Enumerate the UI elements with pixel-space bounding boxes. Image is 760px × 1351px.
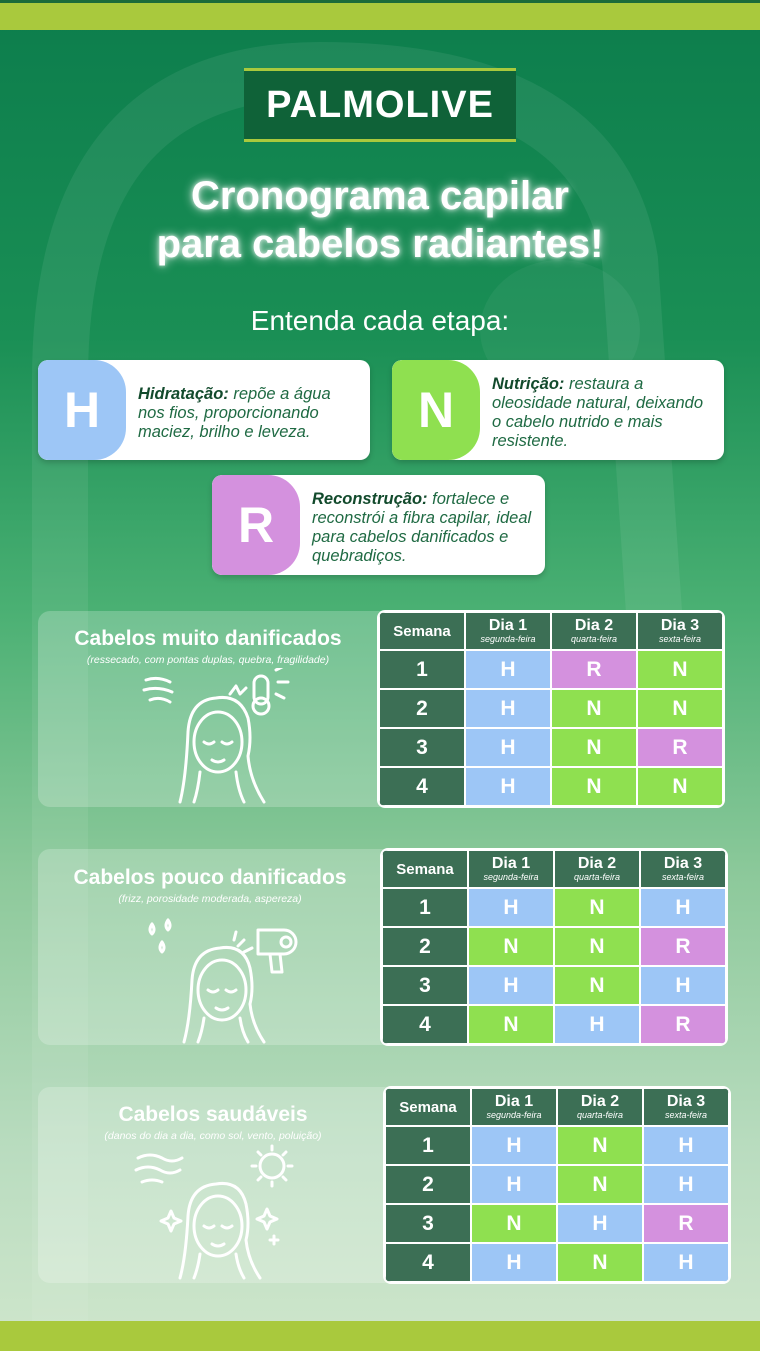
day-column-header (557, 1088, 643, 1126)
week-number: 3 (379, 728, 465, 767)
step-text: fortalece e reconstrói a fibra capilar, ideal para cabelos danificados e quebradiços. (312, 490, 532, 565)
step-cell: H (468, 966, 554, 1005)
step-cell: R (551, 650, 637, 689)
weekday-label: sexta-feira (661, 871, 705, 882)
day-column-header (640, 850, 726, 888)
day-label: Dia 2 (577, 854, 617, 872)
step-cell: H (643, 1165, 729, 1204)
weekday-label: segunda-feira (486, 1109, 542, 1120)
day-column-header (554, 850, 640, 888)
table-header-row (379, 612, 723, 650)
hairdryer-woman-icon (140, 908, 310, 1044)
week-number: 1 (379, 650, 465, 689)
step-cell: H (465, 728, 551, 767)
step-cell: H (554, 1005, 640, 1044)
week-number: 3 (385, 1204, 471, 1243)
week-number: 1 (382, 888, 468, 927)
step-cell: N (637, 689, 723, 728)
week-column-header: Semana (382, 850, 468, 888)
weekday-label: quarta-feira (576, 1109, 624, 1120)
step-cell: R (643, 1204, 729, 1243)
day-label: Dia 2 (574, 616, 614, 634)
week-number: 4 (382, 1005, 468, 1044)
week-number: 2 (385, 1165, 471, 1204)
damaged-hair-woman-icon (140, 668, 300, 806)
table-row (385, 1126, 729, 1165)
step-cell: N (468, 1005, 554, 1044)
panel-subtitle: (frizz, porosidade moderada, aspereza) (118, 893, 302, 905)
step-cell: H (465, 650, 551, 689)
panel-subtitle: (danos do dia a dia, como sol, vento, poluição) (104, 1130, 322, 1142)
sun-wind-woman-icon (134, 1144, 304, 1280)
weekday-label: quarta-feira (570, 633, 618, 644)
bottom-band (0, 1321, 760, 1351)
step-card-nutricao (392, 360, 724, 460)
weekday-label: segunda-feira (480, 633, 536, 644)
table-row (379, 689, 723, 728)
step-cell: N (637, 767, 723, 806)
table-row (379, 767, 723, 806)
step-cell: H (640, 888, 726, 927)
week-number: 2 (382, 927, 468, 966)
step-letter-badge: R (212, 475, 300, 575)
table-row (382, 966, 726, 1005)
week-column-header: Semana (385, 1088, 471, 1126)
week-number: 4 (379, 767, 465, 806)
week-number: 3 (382, 966, 468, 1005)
step-cell: N (471, 1204, 557, 1243)
day-column-header (551, 612, 637, 650)
schedule-table-very-damaged (377, 610, 725, 808)
table-header-row (382, 850, 726, 888)
schedule-table-healthy (383, 1086, 731, 1284)
table-row (385, 1204, 729, 1243)
page-headline (0, 172, 760, 268)
step-description (300, 475, 545, 575)
step-cell: N (551, 728, 637, 767)
week-number: 4 (385, 1243, 471, 1282)
panel-title: Cabelos muito danificados (74, 627, 342, 650)
brand-logo: PALMOLIVE (244, 68, 516, 142)
step-cell: N (557, 1126, 643, 1165)
headline-line-2: para cabelos radiantes! (156, 222, 604, 266)
step-letter-badge: H (38, 360, 126, 460)
step-cell: H (643, 1243, 729, 1282)
table-row (385, 1165, 729, 1204)
step-name: Reconstrução: (312, 490, 428, 508)
panel-subtitle: (ressecado, com pontas duplas, quebra, fragilidade) (86, 654, 330, 666)
step-cell: H (471, 1165, 557, 1204)
step-cell: N (551, 689, 637, 728)
table-header-row (385, 1088, 729, 1126)
step-cell: N (554, 966, 640, 1005)
table-row (382, 888, 726, 927)
step-cell: N (557, 1243, 643, 1282)
weekday-label: quarta-feira (573, 871, 621, 882)
table-row (382, 1005, 726, 1044)
week-number: 1 (385, 1126, 471, 1165)
step-text: restaura a oleosidade natural, deixando o cabelo nutrido e mais resistente. (492, 375, 703, 450)
schedule-table-slightly-damaged (380, 848, 728, 1046)
step-cell: H (643, 1126, 729, 1165)
headline-line-1: Cronograma capilar (191, 174, 569, 218)
table-row (379, 728, 723, 767)
step-cell: N (554, 888, 640, 927)
day-label: Dia 3 (666, 1092, 706, 1110)
day-label: Dia 1 (491, 854, 531, 872)
weekday-label: segunda-feira (483, 871, 539, 882)
step-card-hidratacao (38, 360, 370, 460)
step-cell: H (471, 1126, 557, 1165)
step-letter-badge: N (392, 360, 480, 460)
day-label: Dia 3 (660, 616, 700, 634)
table-row (385, 1243, 729, 1282)
step-text: repõe a água nos fios, proporcionando maciez, brilho e leveza. (138, 384, 331, 441)
panel-title: Cabelos pouco danificados (73, 866, 347, 889)
step-description (480, 360, 724, 460)
week-number: 2 (379, 689, 465, 728)
step-description (126, 360, 370, 460)
day-column-header (643, 1088, 729, 1126)
table-row (379, 650, 723, 689)
step-cell: R (637, 728, 723, 767)
step-cell: N (554, 927, 640, 966)
day-column-header (468, 850, 554, 888)
table-row (382, 927, 726, 966)
day-label: Dia 1 (488, 616, 528, 634)
step-cell: H (557, 1204, 643, 1243)
step-cell: H (471, 1243, 557, 1282)
step-cell: N (557, 1165, 643, 1204)
day-label: Dia 2 (580, 1092, 620, 1110)
step-cell: H (640, 966, 726, 1005)
step-cell: H (468, 888, 554, 927)
step-cell: N (551, 767, 637, 806)
day-column-header (637, 612, 723, 650)
weekday-label: sexta-feira (658, 633, 702, 644)
step-cell: H (465, 689, 551, 728)
day-label: Dia 3 (663, 854, 703, 872)
step-card-reconstrucao (212, 475, 545, 575)
step-cell: N (468, 927, 554, 966)
step-cell: R (640, 927, 726, 966)
step-name: Nutrição: (492, 375, 565, 393)
step-name: Hidratação: (138, 384, 229, 403)
step-cell: H (465, 767, 551, 806)
week-column-header: Semana (379, 612, 465, 650)
day-column-header (465, 612, 551, 650)
day-column-header (471, 1088, 557, 1126)
panel-title: Cabelos saudáveis (118, 1103, 308, 1126)
weekday-label: sexta-feira (664, 1109, 708, 1120)
step-cell: N (637, 650, 723, 689)
page-subtitle: Entenda cada etapa: (250, 305, 510, 336)
day-label: Dia 1 (494, 1092, 534, 1110)
step-cell: R (640, 1005, 726, 1044)
